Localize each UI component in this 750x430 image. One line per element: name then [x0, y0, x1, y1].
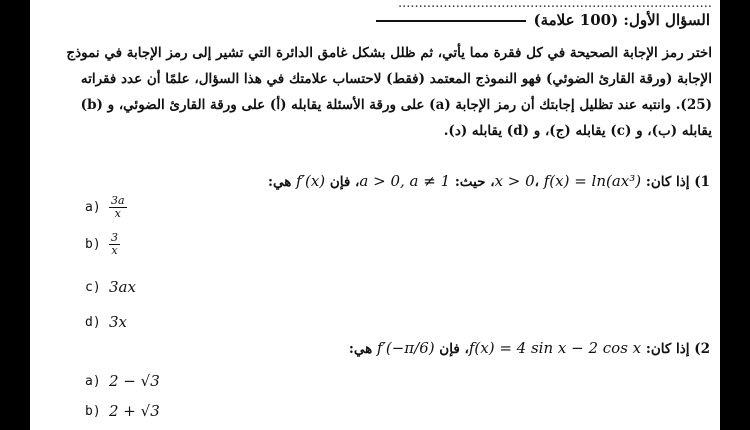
- question-1-option-d[interactable]: [85, 313, 127, 331]
- exam-page: [30, 0, 720, 430]
- question-1-stem: [268, 172, 710, 190]
- cut-off-text-line: ............................................................................: [397, 0, 712, 9]
- question-suffix: هي:: [348, 341, 373, 357]
- instructions-paragraph: [38, 40, 712, 144]
- separator: ،: [534, 174, 540, 190]
- option-value: 2 − √3: [109, 372, 160, 390]
- option-letter: c): [85, 279, 101, 295]
- question-condition: x > 0: [494, 172, 535, 190]
- instruction-line: اختر رمز الإجابة الصحيحة في كل فقرة مما يأتي، ثم ظلل بشكل غامق الدائرة التي تشير إلى رمز الإجابة في نموذج: [66, 45, 712, 61]
- question-1-option-a[interactable]: [85, 195, 127, 220]
- separator: ،: [355, 174, 360, 190]
- question-prefix: إذا كان:: [645, 174, 690, 190]
- question-prefix: إذا كان:: [645, 341, 690, 357]
- instruction-line: يقابله (ب)، و (c) يقابله (ج)، و (d) يقابله (د).: [443, 123, 712, 139]
- option-letter: b): [85, 237, 101, 252]
- question-number: 2): [694, 341, 710, 357]
- option-value: 3x: [109, 313, 128, 331]
- section-heading: [374, 11, 710, 31]
- question-1-option-b[interactable]: [85, 232, 120, 257]
- instruction-line: الإجابة (ورقة القارئ الضوئي) فهو النموذج المعتمد (فقط) لاحتساب علامتك في هذا السؤال، علمًا أن عدد فقراته: [80, 71, 712, 87]
- option-letter: a): [85, 200, 101, 215]
- question-2-option-a[interactable]: [85, 372, 160, 390]
- option-letter: d): [85, 314, 101, 330]
- question-where: حيث:: [454, 174, 486, 190]
- question-derivative: f′(−π/6): [376, 339, 435, 357]
- separator: ،: [490, 174, 495, 190]
- question-2-stem: [349, 339, 710, 357]
- question-function: f(x) = 4 sin x − 2 cos x: [468, 339, 642, 357]
- option-letter: a): [85, 373, 101, 389]
- fraction-numerator: 3a: [111, 194, 125, 207]
- fraction-denominator: x: [114, 207, 121, 220]
- fraction-numerator: 3: [111, 231, 118, 244]
- question-function: f(x) = ln(ax³): [543, 172, 642, 190]
- option-fraction: [109, 232, 120, 257]
- question-number: 1): [694, 174, 710, 190]
- heading-underline: [376, 20, 526, 22]
- question-1-option-c[interactable]: [85, 278, 136, 296]
- question-2-option-b[interactable]: [85, 402, 160, 420]
- section-heading-title: السؤال الأول: (100 علامة): [533, 11, 710, 29]
- question-derivative: f′(x): [296, 172, 326, 190]
- question-parameter: a > 0, a ≠ 1: [359, 172, 451, 190]
- instruction-line: (25). وانتبه عند تظليل إجابتك أن رمز الإجابة (a) على ورقة الأسئلة يقابله (أ) على ورقة القارئ الضوئي، و (b): [80, 97, 712, 113]
- question-then: فإن: [329, 174, 351, 190]
- fraction-denominator: x: [111, 244, 118, 257]
- separator: ،: [464, 341, 469, 357]
- option-value: 2 + √3: [109, 402, 160, 420]
- option-value: 3ax: [109, 278, 136, 296]
- option-fraction: [109, 195, 127, 220]
- question-then: فإن: [439, 341, 460, 357]
- question-suffix: هي:: [267, 174, 292, 190]
- option-letter: b): [85, 403, 101, 419]
